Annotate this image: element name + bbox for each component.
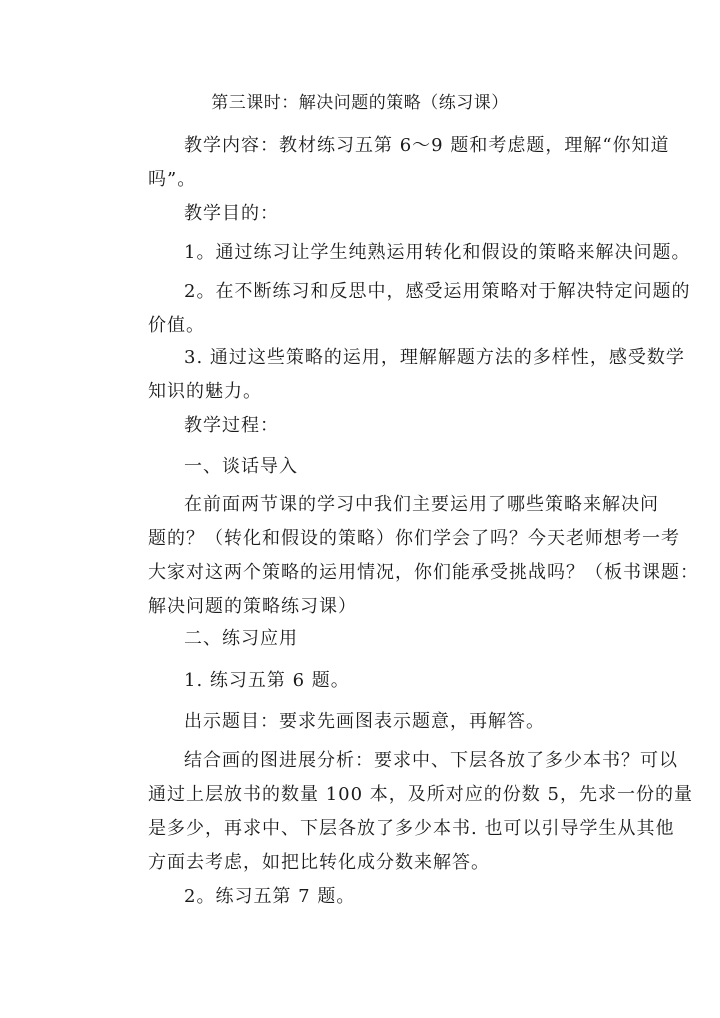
text-line: 一、谈话导入 <box>184 456 298 477</box>
text-line: 1. 练习五第 6 题。 <box>184 670 350 691</box>
text-line: 2。练习五第 7 题。 <box>184 886 356 907</box>
text-line: 是多少，再求中、下层各放了多少本书. 也可以引导学生从其他 <box>148 818 675 839</box>
text-line: 大家对这两个策略的运用情况，你们能承受挑战吗？（板书课题： <box>148 562 699 583</box>
text-line: 在前面两节课的学习中我们主要运用了哪些策略来解决问 <box>184 494 659 515</box>
paragraph-goal-2 <box>112 275 691 343</box>
paragraph-teaching-content <box>112 129 670 197</box>
text-line: 3. 通过这些策略的运用，理解解题方法的多样性，感受数学 <box>184 347 685 368</box>
text-line: 2。在不断练习和反思中，感受运用策略对于解决特定问题的 <box>184 281 691 302</box>
paragraph-exercise-6-analysis <box>112 744 693 880</box>
paragraph-process-heading <box>112 409 618 443</box>
text-line: 解决问题的策略练习课） <box>148 596 357 617</box>
text-line: 教学目的： <box>184 203 279 224</box>
text-line: 1。通过练习让学生纯熟运用转化和假设的策略来解决问题。 <box>184 242 691 263</box>
text-line: 结合画的图进展分析：要求中、下层各放了多少本书？可以 <box>184 750 678 771</box>
paragraph-introduction <box>112 488 699 624</box>
paragraph-exercise-6 <box>112 664 618 698</box>
paragraph-section-1-heading <box>112 450 618 484</box>
text-line: 教学过程： <box>184 415 279 436</box>
paragraph-goal-1 <box>112 236 691 270</box>
paragraph-teaching-goals-heading <box>112 197 618 231</box>
page-title: 第三课时：解决问题的策略（练习课） <box>211 93 509 113</box>
paragraph-exercise-7 <box>112 880 618 914</box>
text-line: 题的？（转化和假设的策略）你们学会了吗？今天老师想考一考 <box>148 528 680 549</box>
text-line: 出示题目：要求先画图表示题意，再解答。 <box>184 711 545 732</box>
text-line: 二、练习应用 <box>184 628 298 649</box>
paragraph-exercise-6-prompt <box>112 705 618 739</box>
text-line: 方面去考虑，如把比转化成分数来解答。 <box>148 852 490 873</box>
text-line: 价值。 <box>148 315 205 336</box>
text-line: 教学内容：教材练习五第 6～9 题和考虑题，理解“你知道 <box>184 135 670 156</box>
paragraph-section-2-heading <box>112 622 618 656</box>
text-line: 知识的魅力。 <box>148 381 262 402</box>
paragraph-goal-3 <box>112 341 685 409</box>
text-line: 吗”。 <box>148 169 197 190</box>
text-line: 通过上层放书的数量 100 本，及所对应的份数 5，先求一份的量 <box>148 784 693 805</box>
